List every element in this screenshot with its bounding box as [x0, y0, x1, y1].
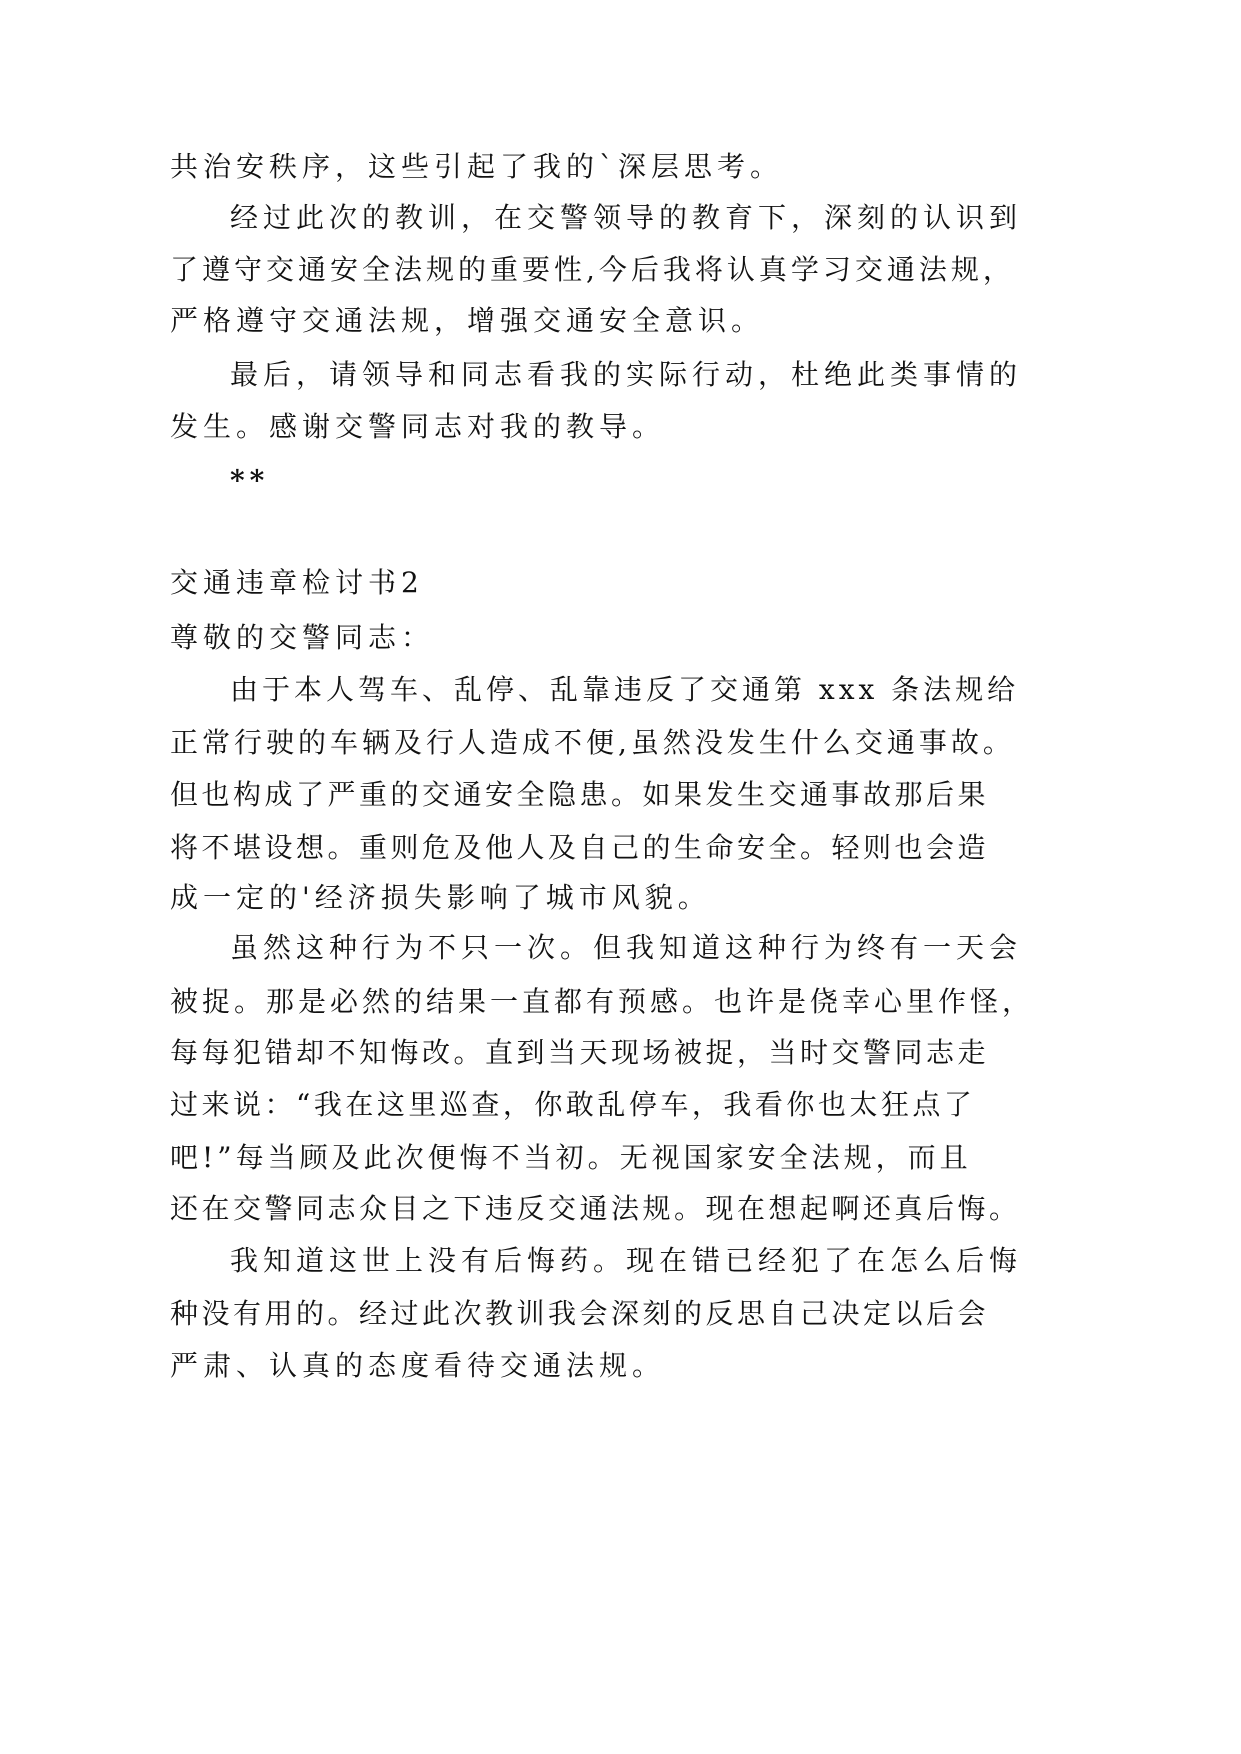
- text-line: 吧!”每当顾及此次便悔不当初。无视国家安全法规，而且: [170, 1141, 972, 1174]
- salutation: 尊敬的交警同志：: [170, 621, 435, 654]
- signature-placeholder: **: [230, 464, 270, 497]
- text-line: 我知道这世上没有后悔药。现在错已经犯了在怎么后悔: [230, 1244, 1023, 1277]
- text-line: 每每犯错却不知悔改。直到当天现场被捉，当时交警同志走: [170, 1036, 990, 1069]
- text-line: 将不堪设想。重则危及他人及自己的生命安全。轻则也会造: [170, 831, 990, 864]
- section-title: 交通违章检讨书2: [170, 566, 424, 599]
- text-line: 共治安秩序，这些引起了我的`深层思考。: [170, 150, 784, 183]
- text-line: 过来说：“我在这里巡查，你敢乱停车，我看你也太狂点了: [170, 1088, 976, 1121]
- text-line: 经过此次的教训，在交警领导的教育下，深刻的认识到: [230, 201, 1023, 234]
- text-line: 发生。感谢交警同志对我的教导。: [170, 410, 666, 443]
- text-line: 了遵守交通安全法规的重要性,今后我将认真学习交通法规，: [170, 253, 1015, 286]
- text-line: 最后，请领导和同志看我的实际行动，杜绝此类事情的: [230, 358, 1023, 391]
- text-line: 种没有用的。经过此次教训我会深刻的反思自己决定以后会: [170, 1297, 990, 1330]
- text-line: 被捉。那是必然的结果一直都有预感。也许是侥幸心里作怪，: [170, 985, 1035, 1018]
- text-line: 成一定的'经济损失影响了城市风貌。: [170, 881, 711, 914]
- text-line: 但也构成了严重的交通安全隐患。如果发生交通事故那后果: [170, 778, 990, 811]
- text-line: 虽然这种行为不只一次。但我知道这种行为终有一天会: [230, 931, 1023, 964]
- text-line: 严肃、认真的态度看待交通法规。: [170, 1349, 666, 1382]
- text-line: 还在交警同志众目之下违反交通法规。现在想起啊还真后悔。: [170, 1192, 1021, 1225]
- text-line: 正常行驶的车辆及行人造成不便,虽然没发生什么交通事故。: [170, 726, 1015, 759]
- text-line: 严格遵守交通法规，增强交通安全意识。: [170, 304, 765, 337]
- text-line: 由于本人驾车、乱停、乱靠违反了交通第 xxx 条法规给: [230, 673, 1020, 706]
